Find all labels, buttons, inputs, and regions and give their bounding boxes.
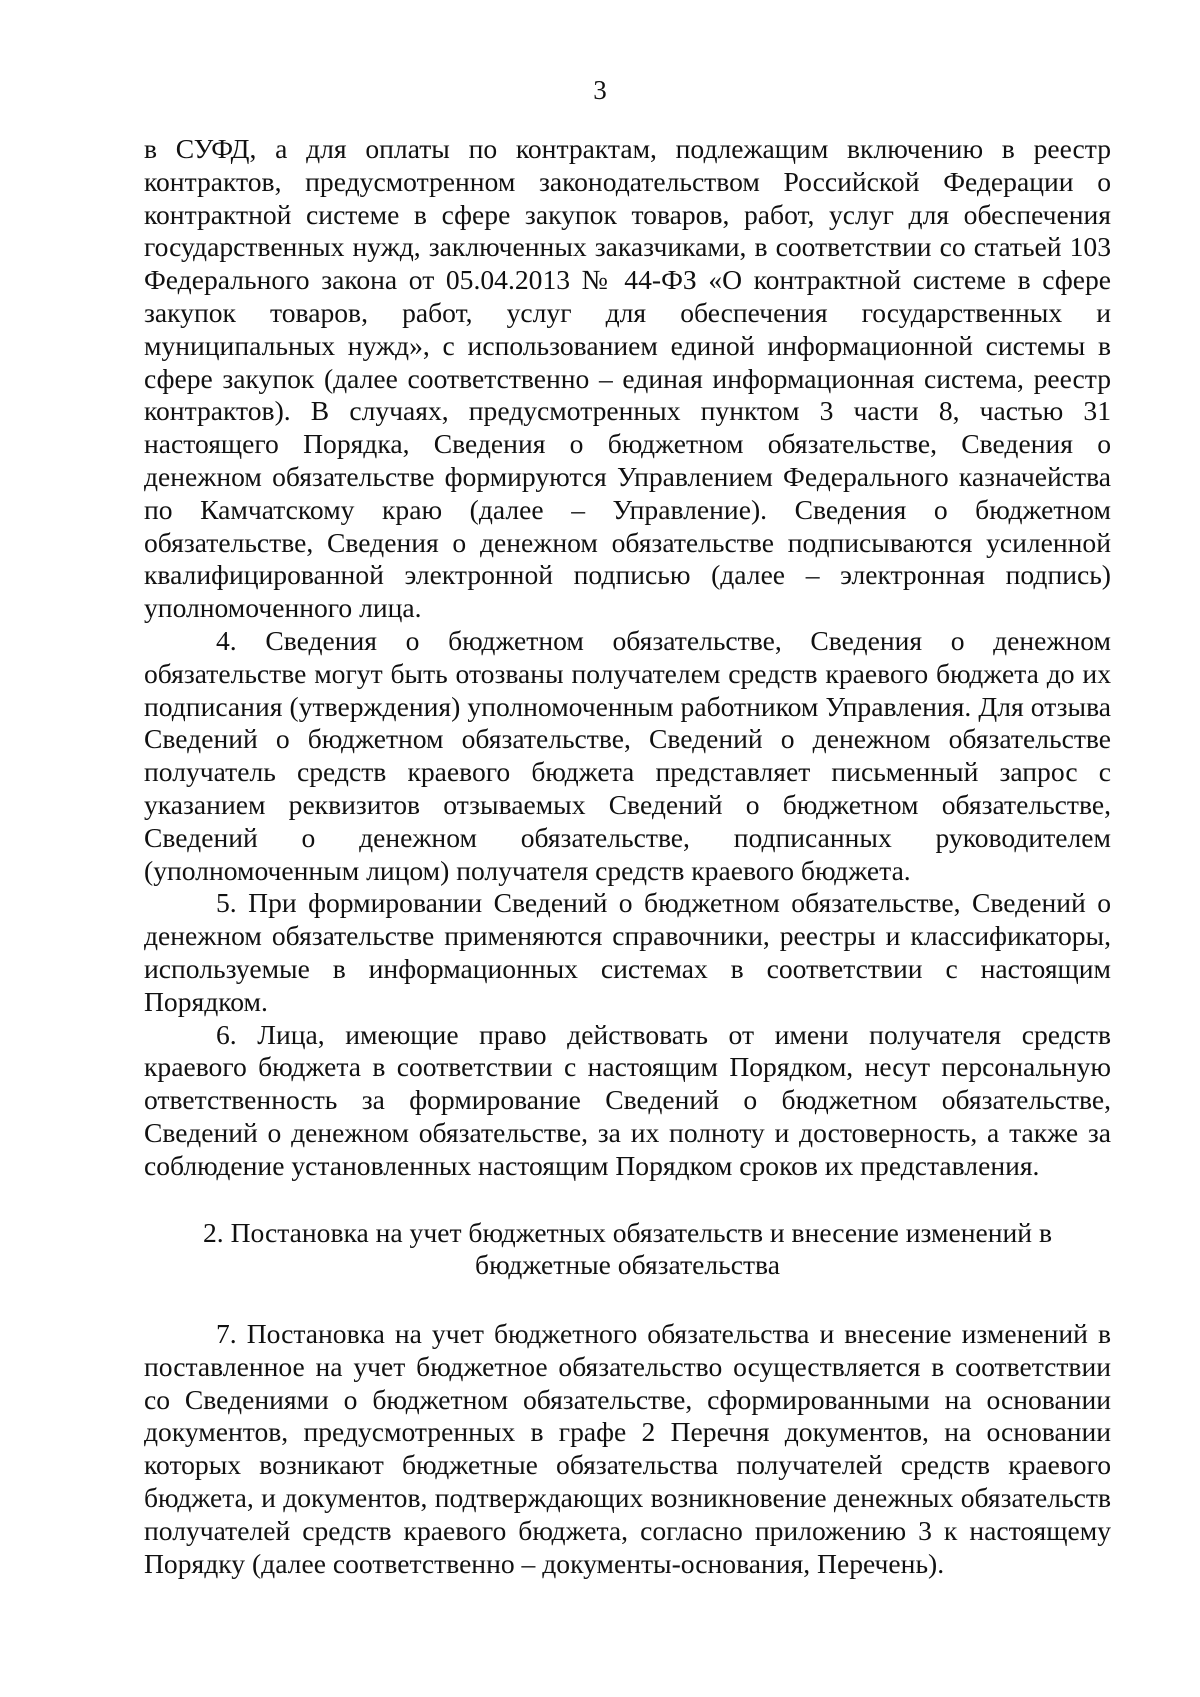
paragraph-5: 5. При формировании Сведений о бюджетном обязательстве, Сведений о денежном обязательстве применяются справочники, реестры и классификаторы, используемые в информационных системах в соответствии с настоящим Порядком. (144, 887, 1111, 1017)
document-body (144, 133, 1111, 1580)
section-heading: 2. Постановка на учет бюджетных обязательств и внесение изменений в бюджетные обязательства (202, 1216, 1053, 1281)
paragraph-3-continuation: в СУФД, а для оплаты по контрактам, подлежащим включению в реестр контрактов, предусмотренном законодательством Российской Федерации о контрактной системе в сфере закупок товаров, работ, услуг для обеспечения государственных нужд, заключенных заказчиками, в соответствии со статьей 103 Федерального закона от 05.04.2013 № 44-ФЗ «О контрактной системе в сфере закупок товаров, работ, услуг для обеспечения государственных и муниципальных нужд», с использованием единой информационной системы в сфере закупок (далее соответственно – единая информационная система, реестр контрактов). В случаях, предусмотренных пунктом 3 части 8, частью 31 настоящего Порядка, Сведения о бюджетном обязательстве, Сведения о денежном обязательстве формируются Управлением Федерального казначейства по Камчатскому краю (далее – Управление). Сведения о бюджетном обязательстве, Сведения о денежном обязательстве подписываются усиленной квалифицированной электронной подписью (далее – электронная подпись) уполномоченного лица. (144, 133, 1111, 624)
paragraph-7: 7. Постановка на учет бюджетного обязательства и внесение изменений в поставленное на учет бюджетное обязательство осуществляется в соответствии со Сведениями о бюджетном обязательстве, сформированными на основании документов, предусмотренных в графе 2 Перечня документов, на основании которых возникают бюджетные обязательства получателей средств краевого бюджета, и документов, подтверждающих возникновение денежных обязательств получателей средств краевого бюджета, согласно приложению 3 к настоящему Порядку (далее соответственно – документы-основания, Перечень). (144, 1318, 1111, 1579)
page-number: 3 (593, 75, 607, 105)
paragraph-4: 4. Сведения о бюджетном обязательстве, Сведения о денежном обязательстве могут быть отозваны получателем средств краевого бюджета до их подписания (утверждения) уполномоченным работником Управления. Для отзыва Сведений о бюджетном обязательстве, Сведений о денежном обязательстве получатель средств краевого бюджета представляет письменный запрос с указанием реквизитов отзываемых Сведений о бюджетном обязательстве, Сведений о денежном обязательстве, подписанных руководителем (уполномоченным лицом) получателя средств краевого бюджета. (144, 624, 1111, 886)
paragraph-6: 6. Лица, имеющие право действовать от имени получателя средств краевого бюджета в соответствии с настоящим Порядком, несут персональную ответственность за формирование Сведений о бюджетном обязательстве, Сведений о денежном обязательстве, за их полноту и достоверность, а также за соблюдение установленных настоящим Порядком сроков их представления. (144, 1018, 1111, 1181)
